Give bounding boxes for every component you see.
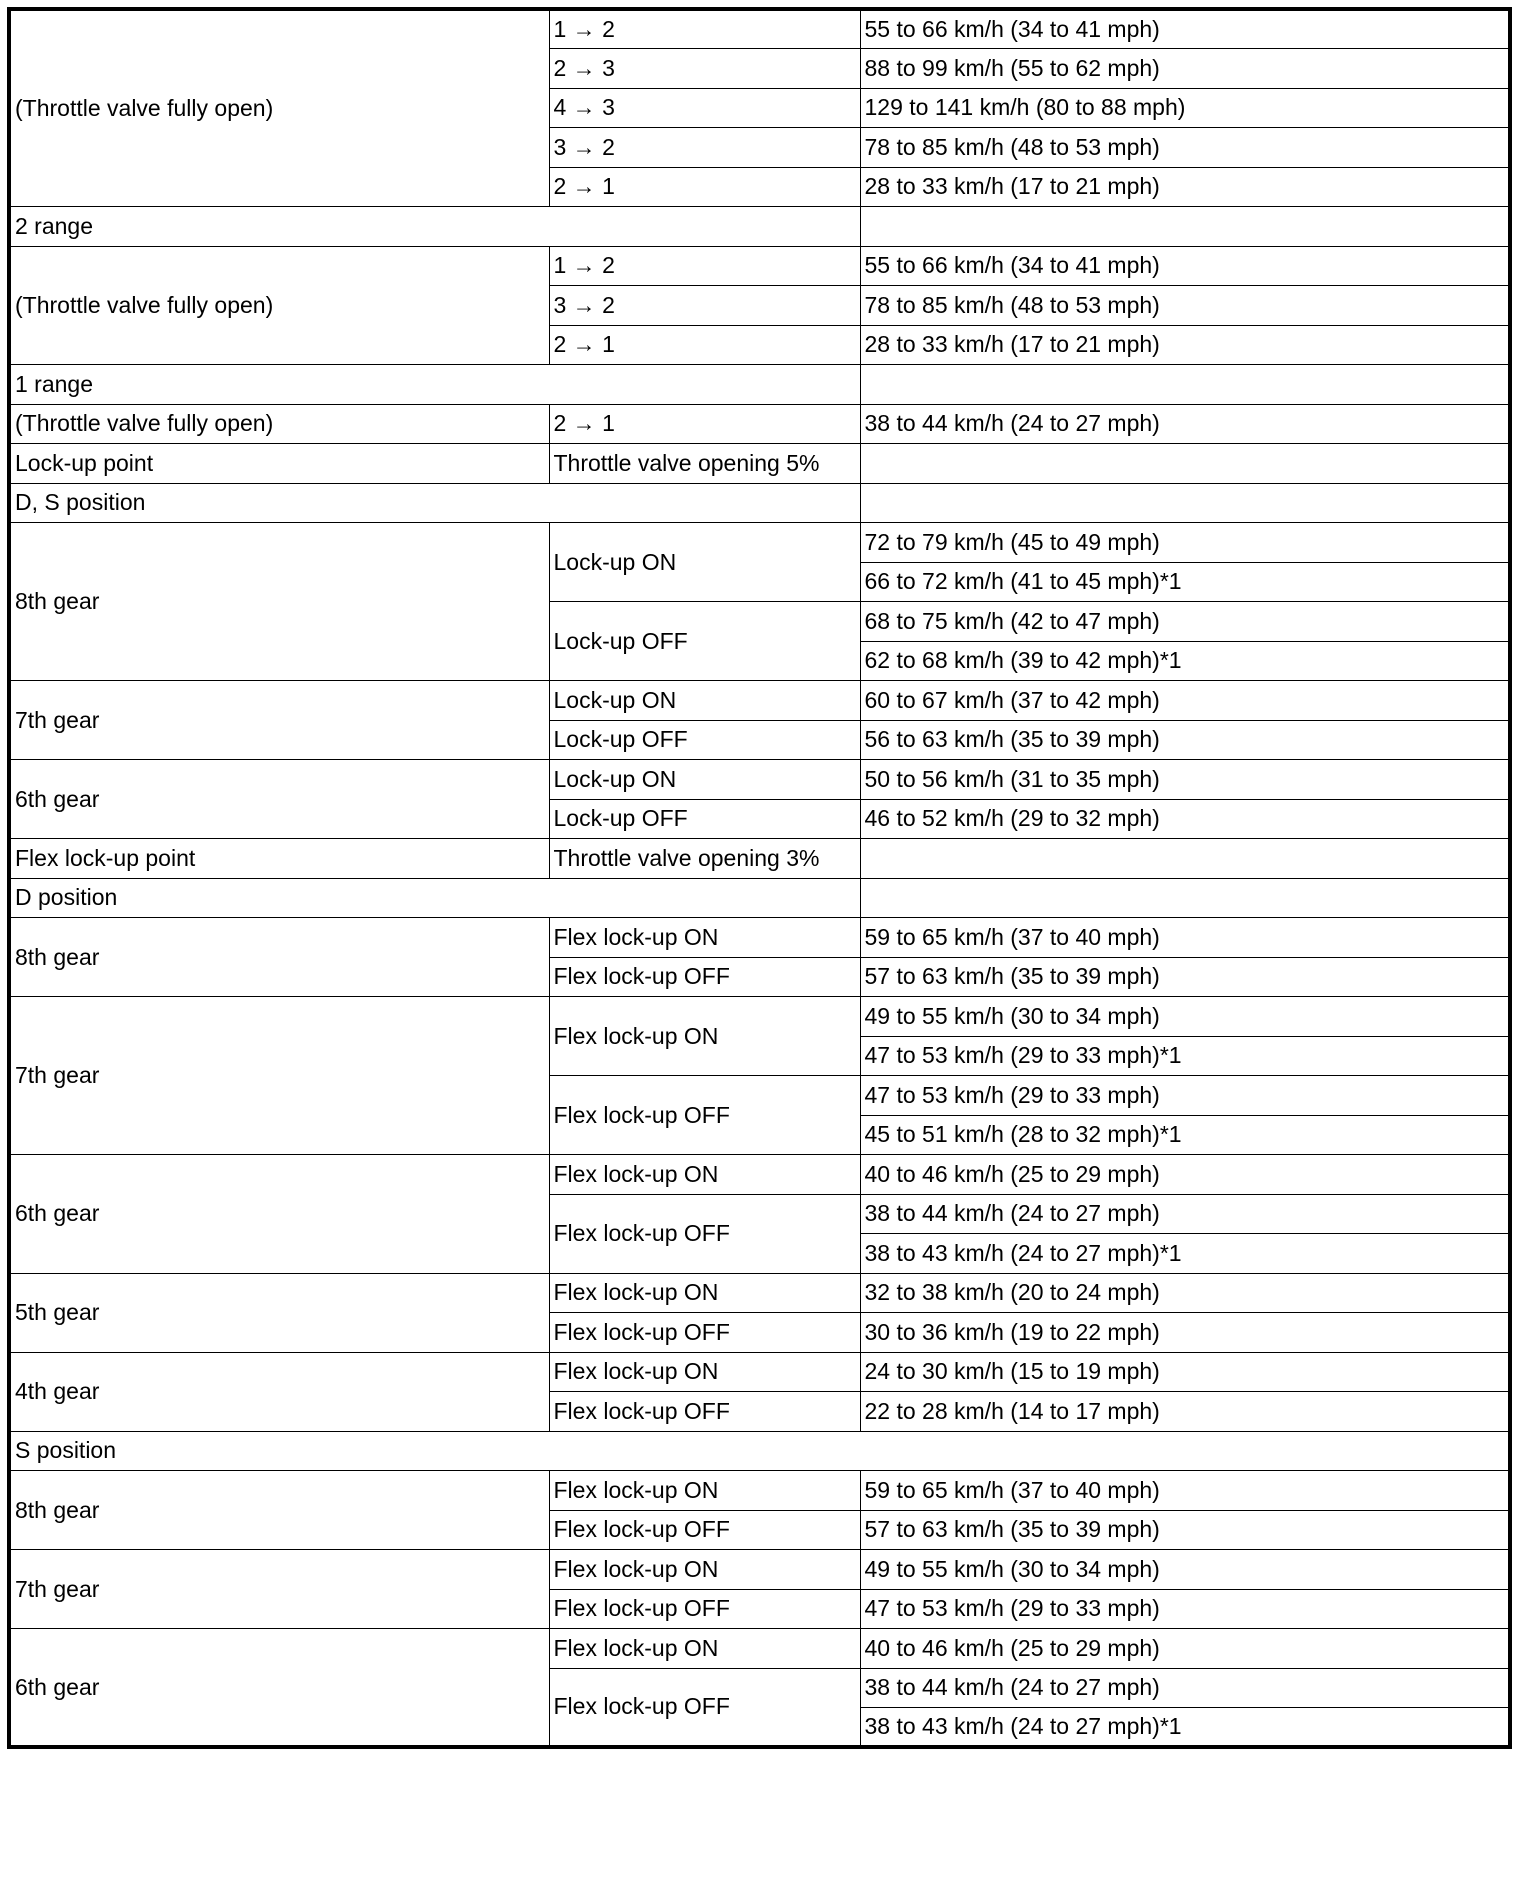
shift-cell: 1 → 2 (549, 246, 860, 286)
condition-cell: (Throttle valve fully open) (9, 246, 549, 365)
speed-cell (860, 207, 1510, 247)
speed-cell: 38 to 44 km/h (24 to 27 mph) (860, 404, 1510, 444)
speed-cell (860, 839, 1510, 879)
table-row (9, 9, 1510, 49)
mode-cell: Lock-up ON (549, 681, 860, 721)
speed-cell: 66 to 72 km/h (41 to 45 mph)*1 (860, 562, 1510, 602)
speed-cell: 30 to 36 km/h (19 to 22 mph) (860, 1313, 1510, 1353)
mode-cell: Flex lock-up OFF (549, 1510, 860, 1550)
speed-cell: 46 to 52 km/h (29 to 32 mph) (860, 799, 1510, 839)
speed-cell: 38 to 43 km/h (24 to 27 mph)*1 (860, 1234, 1510, 1274)
mode-cell: Lock-up OFF (549, 602, 860, 681)
table-row (9, 1471, 1510, 1511)
gear-cell: 6th gear (9, 1629, 549, 1748)
table-row (9, 1155, 1510, 1195)
speed-cell: 24 to 30 km/h (15 to 19 mph) (860, 1352, 1510, 1392)
speed-cell: 49 to 55 km/h (30 to 34 mph) (860, 997, 1510, 1037)
speed-cell: 88 to 99 km/h (55 to 62 mph) (860, 49, 1510, 89)
table-row (9, 997, 1510, 1037)
speed-cell: 22 to 28 km/h (14 to 17 mph) (860, 1392, 1510, 1432)
gear-cell: 6th gear (9, 760, 549, 839)
speed-cell: 40 to 46 km/h (25 to 29 mph) (860, 1629, 1510, 1669)
speed-cell: 57 to 63 km/h (35 to 39 mph) (860, 957, 1510, 997)
shift-cell: 2 → 1 (549, 404, 860, 444)
speed-cell: 47 to 53 km/h (29 to 33 mph) (860, 1076, 1510, 1116)
speed-cell: 50 to 56 km/h (31 to 35 mph) (860, 760, 1510, 800)
speed-cell: 78 to 85 km/h (48 to 53 mph) (860, 128, 1510, 168)
speed-cell (860, 483, 1510, 523)
mode-cell: Flex lock-up ON (549, 1352, 860, 1392)
spec-table (7, 7, 1512, 1749)
shift-cell: 2 → 1 (549, 167, 860, 207)
shift-cell: 1 → 2 (549, 9, 860, 49)
mode-cell: Lock-up OFF (549, 799, 860, 839)
speed-cell: 55 to 66 km/h (34 to 41 mph) (860, 246, 1510, 286)
shift-cell: 2 → 1 (549, 325, 860, 365)
table-row (9, 760, 1510, 800)
gear-cell: 7th gear (9, 997, 549, 1155)
speed-cell: 28 to 33 km/h (17 to 21 mph) (860, 325, 1510, 365)
table-row (9, 1352, 1510, 1392)
speed-cell: 57 to 63 km/h (35 to 39 mph) (860, 1510, 1510, 1550)
speed-cell: 47 to 53 km/h (29 to 33 mph) (860, 1589, 1510, 1629)
table-row (9, 444, 1510, 484)
gear-cell: 7th gear (9, 1550, 549, 1629)
speed-cell (860, 444, 1510, 484)
section-heading: D position (9, 878, 860, 918)
section-row (9, 207, 1510, 247)
table-row (9, 918, 1510, 958)
mode-cell: Flex lock-up ON (549, 997, 860, 1076)
gear-cell: 4th gear (9, 1352, 549, 1431)
mode-cell: Flex lock-up OFF (549, 1076, 860, 1155)
mode-cell: Lock-up ON (549, 523, 860, 602)
speed-cell: 49 to 55 km/h (30 to 34 mph) (860, 1550, 1510, 1590)
table-row (9, 681, 1510, 721)
speed-cell: 32 to 38 km/h (20 to 24 mph) (860, 1273, 1510, 1313)
gear-cell: 7th gear (9, 681, 549, 760)
mode-cell: Lock-up ON (549, 760, 860, 800)
speed-cell: 62 to 68 km/h (39 to 42 mph)*1 (860, 641, 1510, 681)
speed-cell: 72 to 79 km/h (45 to 49 mph) (860, 523, 1510, 563)
speed-cell: 38 to 44 km/h (24 to 27 mph) (860, 1668, 1510, 1708)
table-row (9, 1629, 1510, 1669)
shift-cell: Throttle valve opening 3% (549, 839, 860, 879)
mode-cell: Flex lock-up ON (549, 1550, 860, 1590)
shift-cell: 2 → 3 (549, 49, 860, 89)
condition-cell: Lock-up point (9, 444, 549, 484)
speed-cell (860, 365, 1510, 405)
speed-cell: 55 to 66 km/h (34 to 41 mph) (860, 9, 1510, 49)
mode-cell: Flex lock-up ON (549, 1629, 860, 1669)
speed-cell: 59 to 65 km/h (37 to 40 mph) (860, 918, 1510, 958)
table-row (9, 839, 1510, 879)
shift-cell: 4 → 3 (549, 88, 860, 128)
gear-cell: 5th gear (9, 1273, 549, 1352)
mode-cell: Flex lock-up OFF (549, 1392, 860, 1432)
mode-cell: Flex lock-up OFF (549, 1313, 860, 1353)
mode-cell: Flex lock-up ON (549, 1155, 860, 1195)
shift-cell: Throttle valve opening 5% (549, 444, 860, 484)
section-row (9, 365, 1510, 405)
section-heading: 2 range (9, 207, 860, 247)
gear-cell: 6th gear (9, 1155, 549, 1274)
speed-cell: 40 to 46 km/h (25 to 29 mph) (860, 1155, 1510, 1195)
speed-cell (860, 878, 1510, 918)
mode-cell: Flex lock-up OFF (549, 1668, 860, 1747)
mode-cell: Flex lock-up ON (549, 918, 860, 958)
speed-cell: 68 to 75 km/h (42 to 47 mph) (860, 602, 1510, 642)
speed-cell: 38 to 43 km/h (24 to 27 mph)*1 (860, 1708, 1510, 1748)
speed-cell: 38 to 44 km/h (24 to 27 mph) (860, 1194, 1510, 1234)
table-row (9, 404, 1510, 444)
mode-cell: Lock-up OFF (549, 720, 860, 760)
shift-cell: 3 → 2 (549, 128, 860, 168)
mode-cell: Flex lock-up OFF (549, 1589, 860, 1629)
table-row (9, 1273, 1510, 1313)
section-heading: 1 range (9, 365, 860, 405)
condition-cell: Flex lock-up point (9, 839, 549, 879)
speed-cell: 45 to 51 km/h (28 to 32 mph)*1 (860, 1115, 1510, 1155)
gear-cell: 8th gear (9, 1471, 549, 1550)
condition-cell: (Throttle valve fully open) (9, 404, 549, 444)
spec-table-body (9, 9, 1510, 1747)
speed-cell: 59 to 65 km/h (37 to 40 mph) (860, 1471, 1510, 1511)
table-row (9, 1550, 1510, 1590)
table-row (9, 246, 1510, 286)
section-heading: S position (9, 1431, 1510, 1471)
mode-cell: Flex lock-up OFF (549, 957, 860, 997)
gear-cell: 8th gear (9, 523, 549, 681)
mode-cell: Flex lock-up OFF (549, 1194, 860, 1273)
mode-cell: Flex lock-up ON (549, 1273, 860, 1313)
speed-cell: 78 to 85 km/h (48 to 53 mph) (860, 286, 1510, 326)
speed-cell: 47 to 53 km/h (29 to 33 mph)*1 (860, 1036, 1510, 1076)
section-row (9, 1431, 1510, 1471)
table-row (9, 523, 1510, 563)
speed-cell: 60 to 67 km/h (37 to 42 mph) (860, 681, 1510, 721)
mode-cell: Flex lock-up ON (549, 1471, 860, 1511)
section-heading: D, S position (9, 483, 860, 523)
shift-cell: 3 → 2 (549, 286, 860, 326)
speed-cell: 56 to 63 km/h (35 to 39 mph) (860, 720, 1510, 760)
section-row (9, 878, 1510, 918)
speed-cell: 129 to 141 km/h (80 to 88 mph) (860, 88, 1510, 128)
condition-cell: (Throttle valve fully open) (9, 9, 549, 207)
speed-cell: 28 to 33 km/h (17 to 21 mph) (860, 167, 1510, 207)
gear-cell: 8th gear (9, 918, 549, 997)
section-row (9, 483, 1510, 523)
